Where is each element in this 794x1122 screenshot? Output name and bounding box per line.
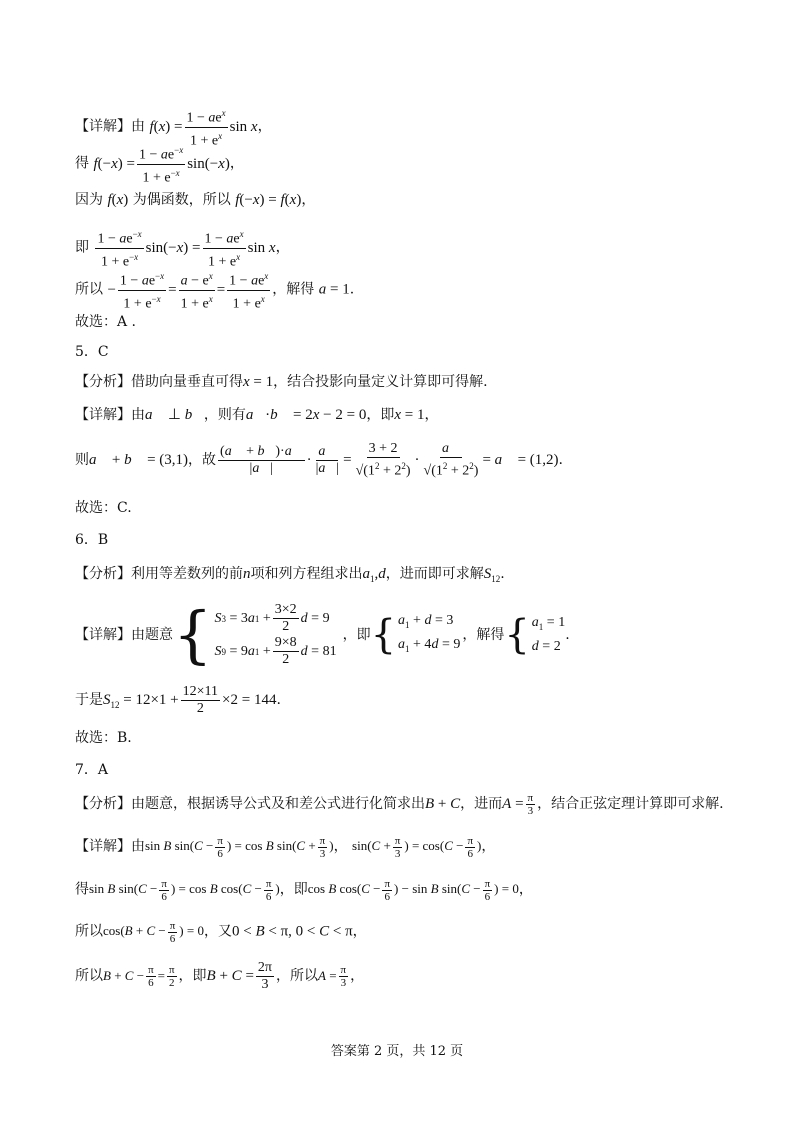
q6-detail-solve: ，解得 [462,627,505,643]
q7-range: 0 < B < π, 0 < C < π [231,923,353,940]
q7-l3-mid: ，又 [203,923,232,940]
q4-line-4: 即 $\frac{1 - ae^{-x}}{1 + e^{-x}}$ sin(−x) = $\frac{1 - ae^x}{1 + e^x}$ sin x， [75,226,290,270]
q4-eq-5: − $\frac{1 - ae^{-x}}{1 + e^{-x}}$ = $\frac{a - e^x}{1 + e^x}$ = $\frac{1 - ae^x}{1 + e^x}$ [107,282,272,298]
q4-l3-mid: 为偶函数，所以 [132,192,231,208]
q6-system-3: { $a_1 = 1$ d = 2 [504,611,566,658]
q4-l5-solve: ，解得 [272,281,315,298]
q4-eq-4: $\frac{1 - ae^{-x}}{1 + e^{-x}}$ sin(−x) = $\frac{1 - ae^x}{1 + e^x}$ sin x [93,240,275,256]
q7-line-4: 所以B + C − $\frac{\pi}{6}$ = $\frac{\pi}{2}$ ，即B + C = $\frac{2\pi}{3}$ ，所以A = $\frac{\pi}{3}$ ， [75,960,365,992]
q4-line-2: 得 f(−x) = $\frac{1 - ae^{-x}}{1 + e^{-x}}$ sin(−x)， [75,142,244,186]
q5-l3-mid: ，故 [188,451,217,468]
page-footer: 答案第 2 页，共 12 页 [330,1044,464,1059]
q4-line-5: 所以 − $\frac{1 - ae^{-x}}{1 + e^{-x}}$ = $\frac{a - e^x}{1 + e^x}$ = $\frac{1 - ae^x}{1 + e^x}$ ，解得 a = 1. [75,268,354,312]
q7-eq-3: sin B sin(C − $\frac{\pi}{6}$ ) = cos B cos(C − $\frac{\pi}{6}$ ) [89,878,280,903]
q4-l2-pre: 得 [75,155,89,172]
q5-projection: $\frac{(a⃗ + b⃗)\cdot a⃗}{|a⃗|}$ · $\frac{a⃗}{|a⃗|}$ = $\frac{3 + 2}{√(1^2 + 2^2)}$ · $\frac{a⃗}{√(1^2 + 2^2)}$ = a⃗ = (1,2) [220,441,559,479]
q6-system-2: { $a_1 + d = 3$ $a_1 + 4d = 9$ [370,612,461,658]
q7-l4-pre: 所以 [75,967,103,984]
q4-l4-pre: 即 [75,239,89,256]
q7-line-2: 得sin B sin(C − $\frac{\pi}{6}$ ) = cos B cos(C − $\frac{\pi}{6}$ )，即cos B cos(C − $\frac{\pi}{6}$ ) − sin B sin(C − $\frac{\pi}{6}$ ) = 0， [75,878,533,903]
q6-l3-pre: 于是 [75,691,103,708]
q6-answer: 故选：B. [75,730,132,746]
q7-l4-mid: ，即 [178,967,207,984]
q6-s12-calc: $S_{12} = 12\times 1$ + $\frac{12\times 11}{2}$ ×2 = 144 [103,684,277,716]
q4-l5-pre: 所以 [75,281,103,298]
q7-detail-tag: 【详解】由 [75,838,145,855]
q5-perp: a⃗ ⊥ b⃗ [145,407,204,423]
q4-l3-pre: 因为 [75,192,103,208]
q5-detail: 【详解】由a⃗ ⊥ b⃗，则有a⃗·b⃗ = 2x − 2 = 0，即x = 1， [75,407,439,423]
q5-header: 5．C [75,344,109,360]
q5-detail-mid: ，则有 [203,407,246,423]
q7-detail: 【详解】由sin B sin(C − $\frac{\pi}{6}$ ) = cos B sin(C + $\frac{\pi}{3}$ )， sin(C + $\frac{\pi}{3}$ ) = cos(C − $\frac{\pi}{6}$ )， [75,835,496,860]
q5-l3-pre: 则 [75,451,89,468]
q7-l2-pre: 得 [75,881,89,898]
q5-answer: 故选：C. [75,500,132,516]
q4-eq-1: f(x) = $\frac{1 - ae^x}{1 + e^x}$ sin x [149,119,257,135]
q5-analysis-tail: ，结合投影向量定义计算即可得解. [273,374,488,390]
q6-detail-tag: 【详解】由题意 [75,627,173,643]
q5-analysis [75,373,488,391]
q6-analysis-tail: ，进而即可求解 [385,566,484,582]
q6-analysis-mid: 项和列方程组求出 [250,566,363,582]
q4-fx: f(x) [107,192,129,208]
q4-detail-tag: 【详解】由 [75,118,145,135]
q7-eq-8: A = $\frac{\pi}{3}$ [317,964,347,990]
q5-dot-eq: a⃗·b⃗ = 2x − 2 = 0 [245,407,367,423]
q7-a-pi3: A = $\frac{\pi}{3}$ [502,792,534,817]
q7-line-3: 所以cos(B + C − $\frac{\pi}{6}$ ) = 0，又0 < B < π, 0 < C < π， [75,920,367,945]
q5-x-eq-1b: x = 1 [394,407,425,423]
q7-eq-1: sin B sin(C − $\frac{\pi}{6}$ ) = cos B sin(C + $\frac{\pi}{3}$ ) [145,835,334,860]
q7-analysis-tail: ，结合正弦定理计算即可求解. [537,795,724,812]
q6-line-3: 于是$S_{12} = 12\times 1$ + $\frac{12\times 11}{2}$ ×2 = 144. [75,684,281,716]
q5-line-3: 则a⃗ + b⃗ = (3,1)，故 $\frac{(a⃗ + b⃗)\cdot a⃗}{|a⃗|}$ · $\frac{a⃗}{|a⃗|}$ = $\frac{3 + 2}{√(1^2 + 2^2)}$ · $\frac{a⃗}{√(1^2 + 2^2)}$ = a⃗ = (1,2). [75,441,563,479]
q4-line-3: 因为 f(x) 为偶函数，所以 f(−x) = f(x)， [75,192,316,208]
q4-line-1: 【详解】由 f(x) = $\frac{1 - ae^x}{1 + e^x}$ sin x， [75,105,272,135]
q7-l4-tail: ，所以 [275,967,318,984]
q7-eq-4: cos B cos(C − $\frac{\pi}{6}$ ) − sin B sin(C − $\frac{\pi}{6}$ ) = 0 [307,878,519,903]
q5-sum: a⃗ + b⃗ = (3,1) [89,451,189,468]
q4-a-eq-1: a = 1 [318,281,350,298]
q6-analysis-text: 【分析】利用等差数列的前 [75,566,243,582]
q7-bc: B + C [425,795,461,812]
q6-s12: $S_{12}$ [483,566,501,584]
q5-detail-tail: ，即 [366,407,395,423]
q7-header: 7．A [75,762,109,778]
q4-answer: 故选：A . [75,314,137,330]
q6-header: 6．B [75,532,109,548]
q5-x-eq-1: x = 1 [243,374,274,390]
q6-system-1: { S 3 = 3 a 1 + $\frac{3\times 2}{2}$ d = 9 S 9 = 9 a 1 + $\frac{9\times 8}{2}$ d = 81 [173,598,337,671]
q7-eq-7: B + C = $\frac{2\pi}{3}$ [206,960,272,992]
q7-analysis-mid: ，进而 [460,795,503,812]
q7-eq-2: sin(C + $\frac{\pi}{3}$ ) = cos(C − $\frac{\pi}{6}$ ) [352,835,482,860]
q5-detail-tag: 【详解】由 [75,407,145,423]
q6-a1d: $a_1,d$ [362,566,386,584]
q6-analysis: 【分析】利用等差数列的前n项和列方程组求出$a_1,d$，进而即可求解$S_{12}$. [75,566,505,584]
q7-eq-5: cos(B + C − $\frac{\pi}{6}$ ) = 0 [103,920,204,945]
q6-n: n [243,566,251,582]
q7-l2-mid: ，即 [279,881,308,898]
q7-eq-6: B + C − $\frac{\pi}{6}$ = $\frac{\pi}{2}$ [103,964,175,990]
q4-even-eq: f(−x) = f(x) [235,192,302,208]
q7-analysis [75,792,724,822]
q6-detail: 【详解】由题意 { S 3 = 3 a 1 + $\frac{3\times 2}{2}$ d = 9 S 9 = 9 a 1 + $\frac{9\times 8}{2}$ d = 81 ，即 { $a_1 + d = 3$ $a_1 + 4d = 9$ ，解得 { $a_1 = 1$ d = 2 . [75,598,570,671]
q6-detail-mid: ，即 [342,627,371,643]
q5-analysis-text: 【分析】借助向量垂直可得 [75,374,243,390]
q7-analysis-text: 【分析】由题意，根据诱导公式及和差公式进行化简求出 [75,795,425,812]
q4-eq-2: f(−x) = $\frac{1 - ae^{-x}}{1 + e^{-x}}$ sin(−x) [93,156,229,172]
q7-l3-pre: 所以 [75,923,103,940]
